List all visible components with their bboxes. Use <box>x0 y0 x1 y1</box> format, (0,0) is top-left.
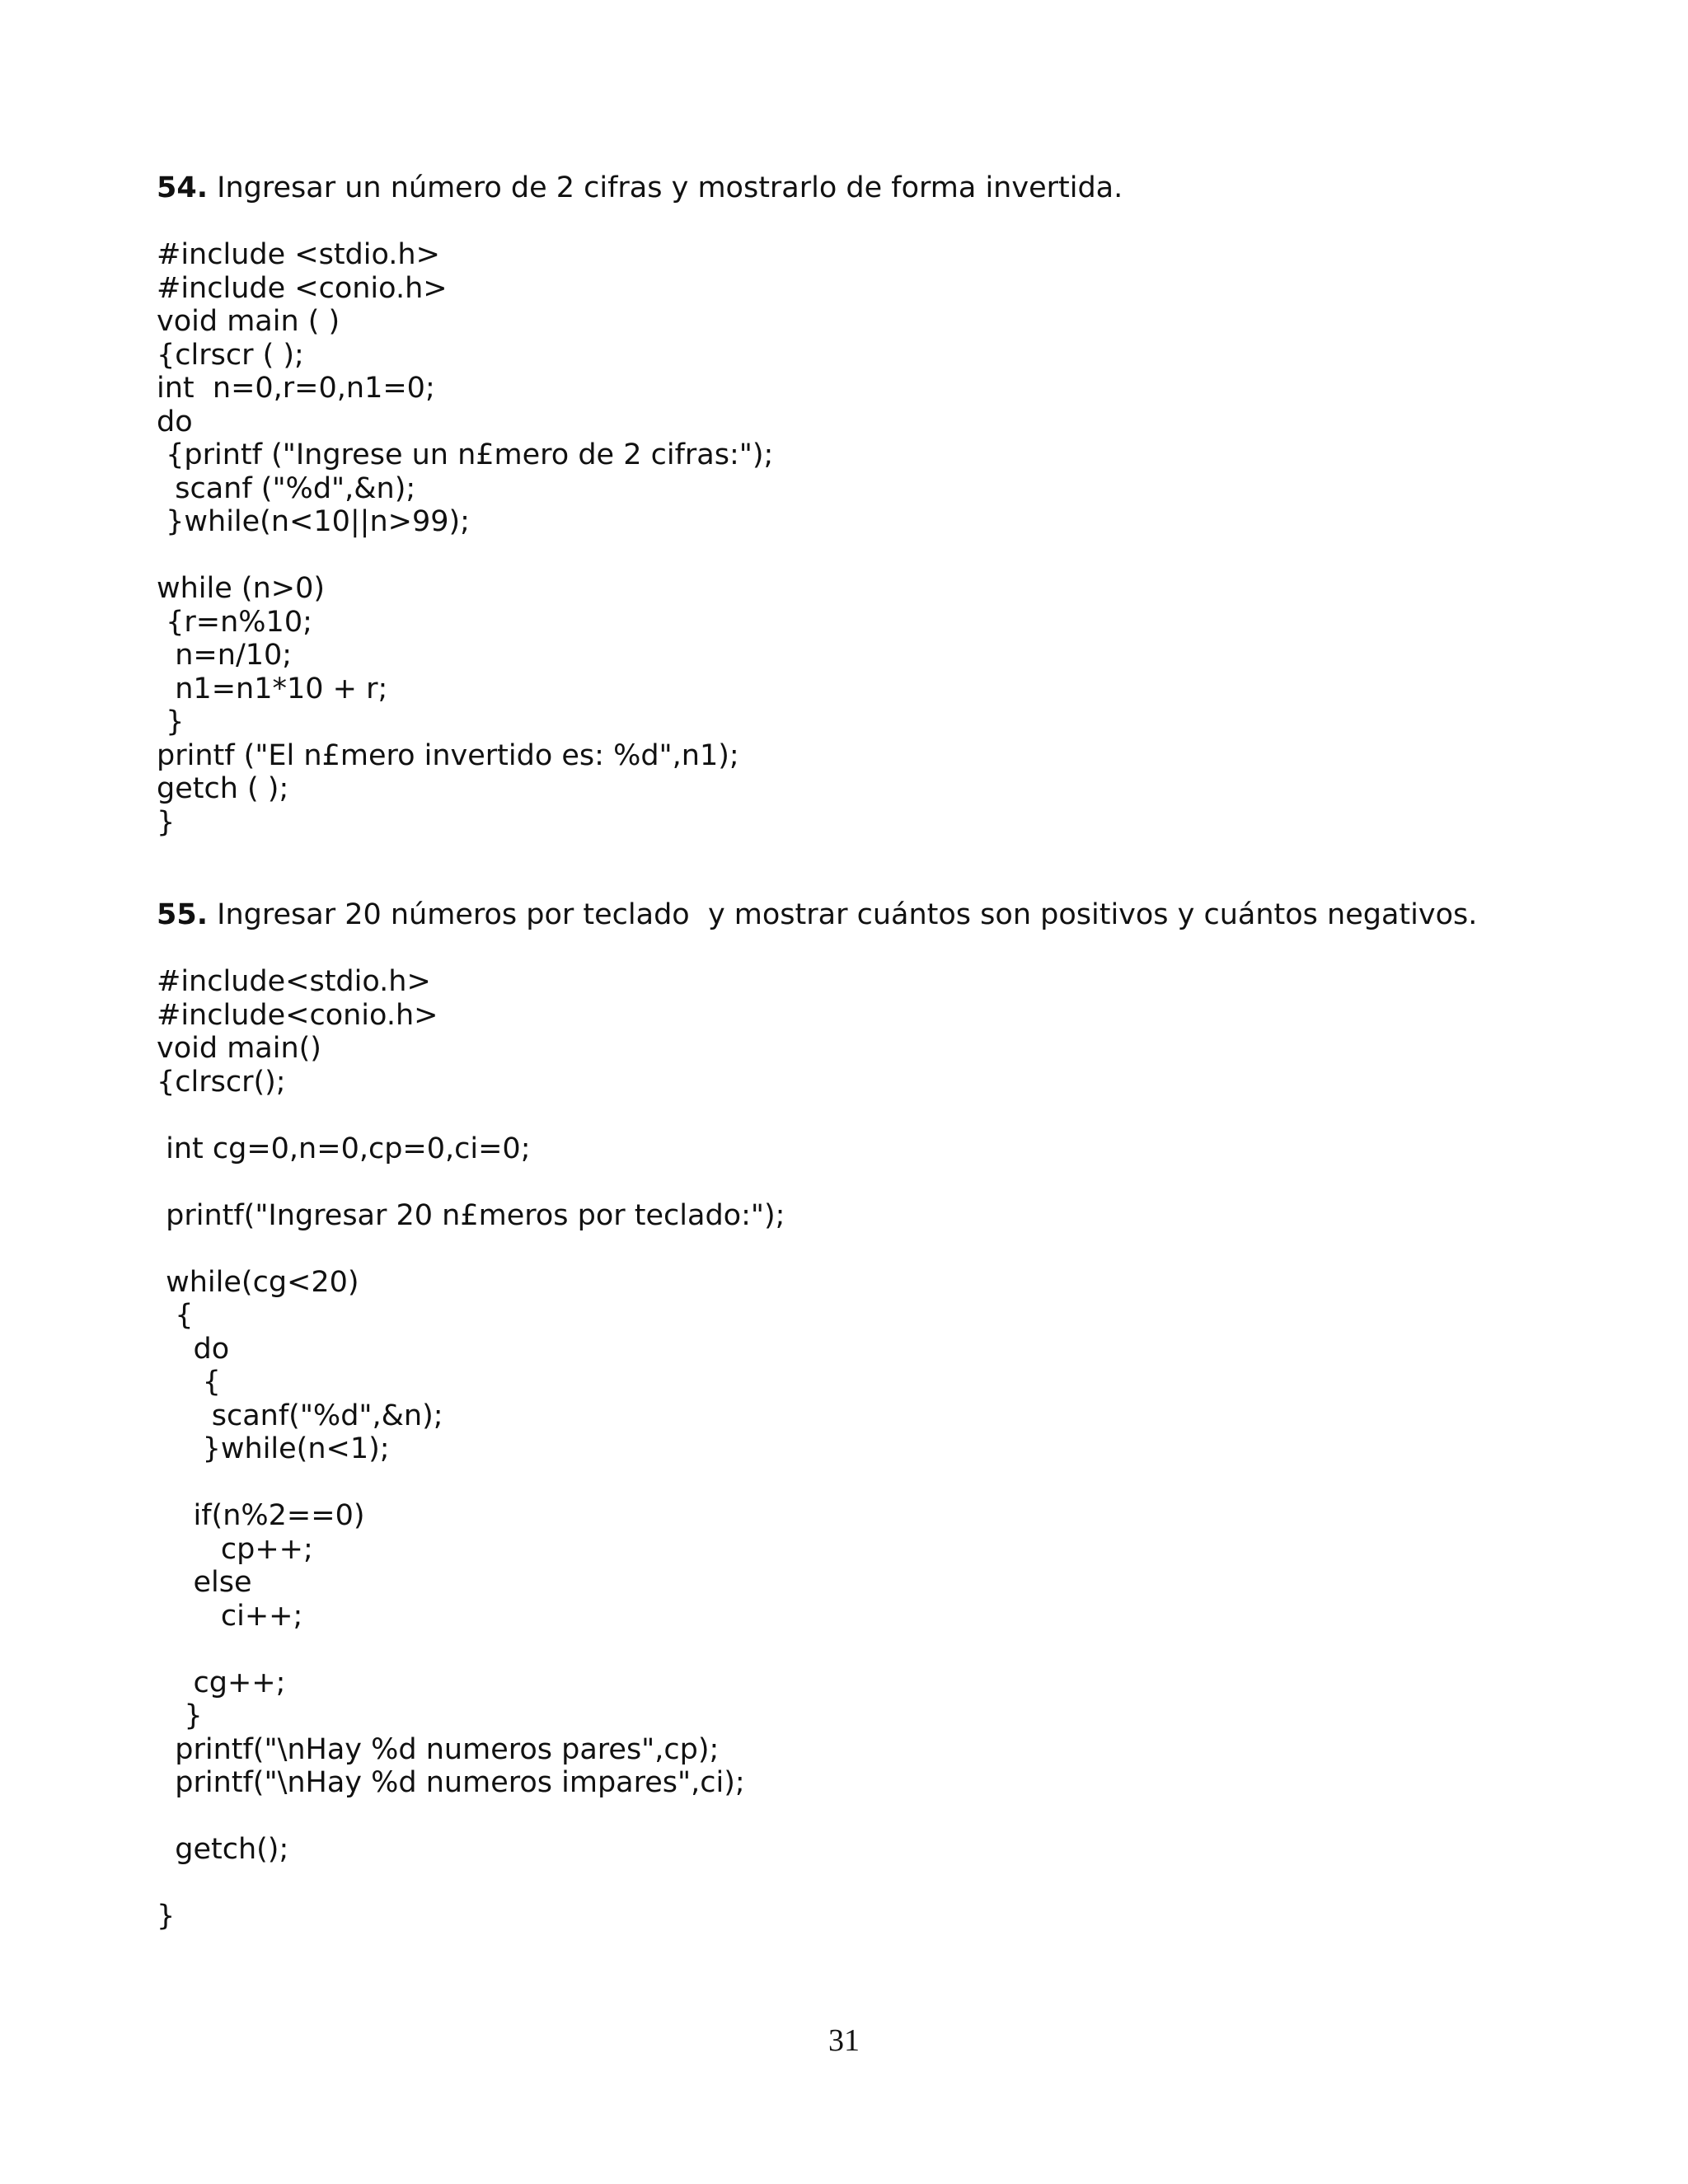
code-line: } <box>157 705 185 738</box>
code-line: {clrscr(); <box>157 1065 286 1099</box>
code-line: int cg=0,n=0,cp=0,ci=0; <box>157 1132 531 1165</box>
code-line <box>157 1633 1640 1666</box>
code-line: cg++; <box>157 1666 286 1699</box>
code-line: printf("\nHay %d numeros pares",cp); <box>157 1732 720 1766</box>
exercise-55-heading <box>157 898 1640 932</box>
code-line: printf("Ingresar 20 n£meros por teclado:"); <box>157 1198 785 1232</box>
code-line: do <box>157 405 193 438</box>
code-line: int n=0,r=0,n1=0; <box>157 372 435 405</box>
exercise-54-number: 54. <box>157 171 209 204</box>
code-line: n1=n1*10 + r; <box>157 672 388 705</box>
spacer <box>157 205 1640 239</box>
code-line: if(n%2==0) <box>157 1499 365 1532</box>
code-line: {r=n%10; <box>157 605 312 639</box>
code-line <box>157 1867 1640 1900</box>
code-line: while (n>0) <box>157 572 326 605</box>
code-line: } <box>157 1900 176 1933</box>
code-line: while(cg<20) <box>157 1265 359 1299</box>
code-line: { <box>157 1299 194 1332</box>
exercise-54 <box>157 171 1640 839</box>
code-line: {clrscr ( ); <box>157 338 304 372</box>
code-line <box>157 539 1640 573</box>
code-line: #include <conio.h> <box>157 271 448 305</box>
code-line: else <box>157 1566 252 1599</box>
exercise-55-code <box>157 965 1640 1933</box>
code-line: cp++; <box>157 1532 313 1566</box>
page-number: 31 <box>828 2023 860 2058</box>
code-line: printf ("El n£mero invertido es: %d",n1); <box>157 738 739 772</box>
code-line: getch ( ); <box>157 772 289 805</box>
code-line: #include<conio.h> <box>157 998 438 1032</box>
code-line <box>157 1232 1640 1266</box>
code-line: }while(n<10||n>99); <box>157 505 470 538</box>
code-line: ci++; <box>157 1599 303 1633</box>
exercise-54-heading <box>157 171 1640 205</box>
code-line: } <box>157 1699 203 1732</box>
code-line: #include<stdio.h> <box>157 965 431 998</box>
code-line: do <box>157 1332 230 1366</box>
exercise-55-title: Ingresar 20 números por teclado y mostrar cuántos son positivos y cuántos negativos. <box>208 898 1478 931</box>
code-line: scanf ("%d",&n); <box>157 471 416 505</box>
code-line <box>157 1800 1640 1834</box>
code-line: void main ( ) <box>157 305 340 338</box>
code-line <box>157 1165 1640 1199</box>
code-line <box>157 1466 1640 1500</box>
code-line: printf("\nHay %d numeros impares",ci); <box>157 1766 745 1799</box>
code-line: }while(n<1); <box>157 1432 390 1465</box>
code-line: getch(); <box>157 1833 289 1866</box>
code-line: n=n/10; <box>157 639 293 672</box>
exercise-54-code <box>157 238 1640 839</box>
code-line: { <box>157 1366 221 1399</box>
exercise-55 <box>157 898 1640 1933</box>
exercise-55-number: 55. <box>157 898 209 931</box>
code-line: {printf ("Ingrese un n£mero de 2 cifras:"); <box>157 438 774 471</box>
code-line: #include <stdio.h> <box>157 238 440 271</box>
spacer <box>157 932 1640 966</box>
exercise-54-title: Ingresar un número de 2 cifras y mostrarlo de forma invertida. <box>208 171 1123 204</box>
code-line <box>157 1099 1640 1132</box>
code-line: void main() <box>157 1032 321 1065</box>
code-line: } <box>157 805 176 839</box>
code-line: scanf("%d",&n); <box>157 1399 443 1432</box>
